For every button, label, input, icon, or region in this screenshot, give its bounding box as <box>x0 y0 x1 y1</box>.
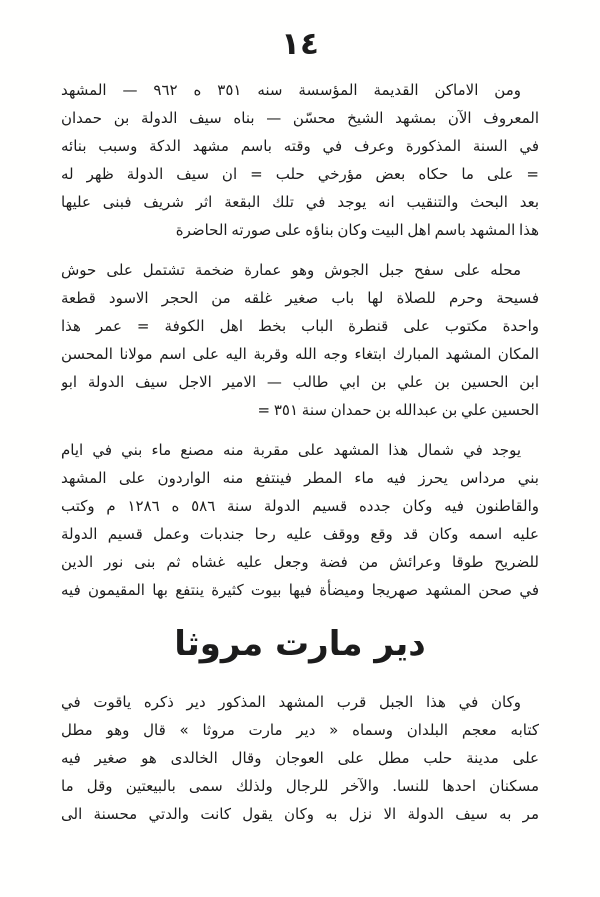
text-line: الحسين علي بن عبدالله بن حمدان سنة ٣٥١ = <box>257 401 539 419</box>
text-line: ومن الاماكن القديمة المؤسسة سنه ٣٥١ ه ٩٦٢ — المشهد <box>61 81 521 99</box>
text-line: فسيحة وحرم للصلاة لها باب صغير غلقه من الحجر الاسود قطعة <box>61 289 539 307</box>
text-line: على مدينة حلب مطل على العوجان وقال الخالدى هو صغير فيه <box>61 749 539 767</box>
text-line: مر به سيف الدولة الا نزل به وكان يقول كانت والدتي محسنة الى <box>61 805 539 823</box>
text-line: = على ما حكاه بعض مؤرخي حلب = ان سيف الدولة ظهر له <box>61 165 539 183</box>
text-line: بعد البحث والتنقيب انه يوجد في تلك البقعة اثر شريف فبنى عليها <box>61 193 539 211</box>
text-block <box>61 76 539 840</box>
text-line: مسكنان احدها للنسا. والآخر للرجال ولذلك سمى بالبيعتين وقل ما <box>61 777 539 795</box>
text-line: في السنة المذكورة وعرف في وقته باسم مشهد الدكة وسبب بنائه <box>61 137 539 155</box>
text-line: هذا المشهد باسم اهل البيت وكان بناؤه على صورته الحاضرة <box>175 221 539 239</box>
text-line: والقاطنون فيه وكان جدده قسيم الدولة سنة ٥٨٦ ه ١٢٨٦ م وكتب <box>61 497 539 515</box>
text-line: يوجد في شمال هذا المشهد على مقربة منه مصنع ماء بني في ايام <box>61 441 521 459</box>
paragraph <box>61 256 539 424</box>
paragraph <box>61 688 539 828</box>
text-line: عليه اسمه وكان قد وقع ووقف عليه رحا جندبات وعمل قسيم الدولة <box>61 525 539 543</box>
page-number: ١٤ <box>281 26 319 62</box>
text-line: المعروف الآن بمشهد الشيخ محسّن — بناه سيف الدولة بن حمدان <box>61 109 539 127</box>
paragraph <box>61 436 539 604</box>
paragraph <box>61 76 539 244</box>
text-line: في صحن المشهد صهريجا وميضأة فيها بيوت كثيرة ينتفع بها المقيمون فيه <box>61 581 539 599</box>
text-line: واحدة مكتوب على قنطرة الباب بخط اهل الكوفة = عمر هذا <box>61 317 539 335</box>
section-heading: دير مارت مروثا <box>174 624 426 664</box>
text-line: وكان في هذا الجبل قرب المشهد المذكور دير ذكره ياقوت في <box>61 693 521 711</box>
text-line: للضريح طوقا وعرائش من فضة وجعل عليه غشاه ثم بنى نور الدين <box>61 553 539 571</box>
text-line: ابن الحسين بن علي بن ابي طالب — الامير الاجل سيف الدولة ابو <box>61 373 539 391</box>
text-line: كتابه معجم البلدان وسماه « دير مارت مروثا » قال وهو مطل <box>61 721 539 739</box>
text-line: بني مرداس يحرز فيه ماء المطر فينتفع منه الواردون على المشهد <box>61 469 539 487</box>
text-line: المكان المشهد المبارك ابتغاء وجه الله وقربة اليه على اسم مولانا المحسن <box>61 345 539 363</box>
text-line: محله على سفح جبل الجوش وهو عمارة ضخمة تشتمل على حوش <box>61 261 521 279</box>
